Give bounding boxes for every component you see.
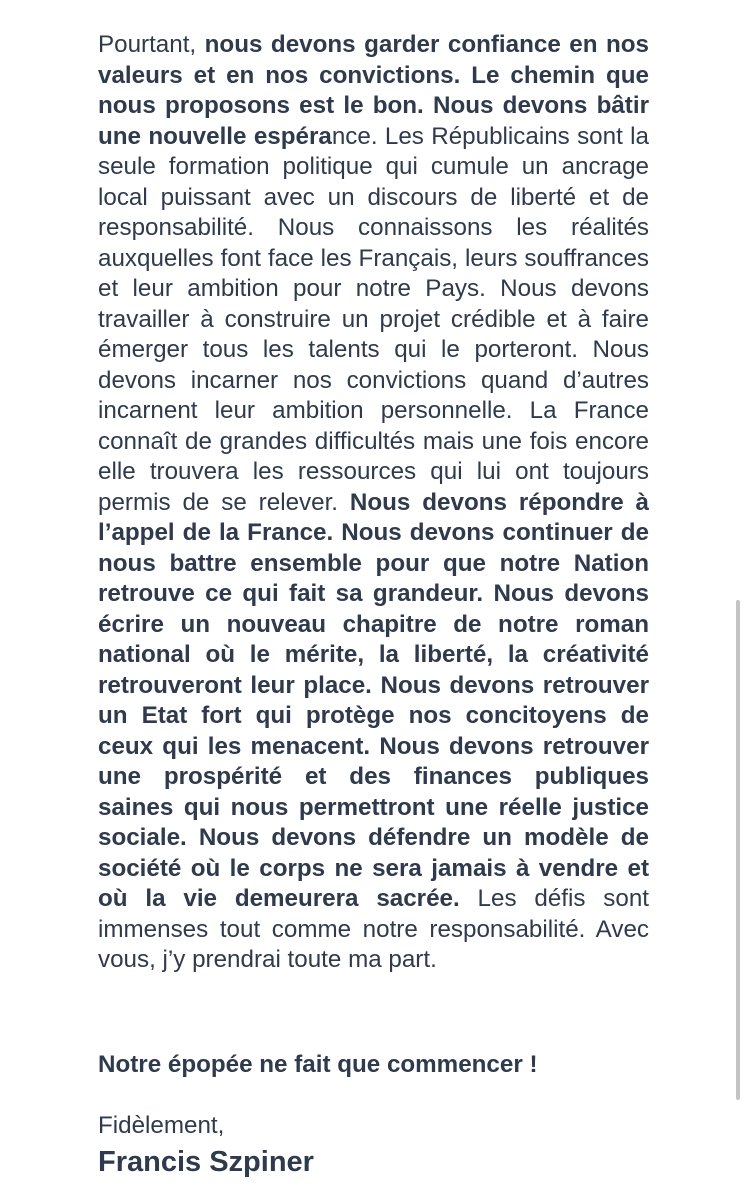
letter-text-segment: nce. Les Républicains sont la seule formation politique qui cumule un ancrage local puissant avec un discours de liberté et de responsabilité. Nous connaissons les réalités auxquelles font face les Français, leurs souffrances et leur ambition pour notre Pays. Nous devons travailler à construire un projet crédible et à faire émerger tous les talents qui le porteront. Nous devons incarner nos convictions quand d’autres incarnent leur ambition personnelle. La France connaît de grandes difficultés mais une fois encore elle trouvera les ressources qui lui ont toujours permis de se relever. xyxy=(98,122,649,516)
letter-body-paragraph xyxy=(98,30,649,976)
salutation: Fidèlement, xyxy=(98,1112,225,1139)
closing-line: Notre épopée ne fait que commencer ! xyxy=(98,1051,538,1078)
scrollbar-thumb[interactable] xyxy=(736,600,740,1100)
letter-text-segment: Pourtant, xyxy=(98,31,205,59)
signature-name: Francis Szpiner xyxy=(98,1146,314,1178)
letter-text-segment: Les défis sont immenses tout comme notre responsabilité. Avec vous, j’y prendrai toute ma part. xyxy=(98,885,649,974)
letter-text-segment-bold: nous devons garder confiance en nos valeurs et en nos convictions. Le chemin que nous proposons est le bon. Nous devons bâtir une nouvelle espéra xyxy=(98,31,649,150)
letter-text-segment-bold: Nous devons répondre à l’appel de la France. Nous devons continuer de nous battre ensemble pour que notre Nation retrouve ce qui fait sa grandeur. Nous devons écrire un nouveau chapitre de notre roman national où le mérite, la liberté, la créativité retrouveront leur place. Nous devons retrouver un Etat fort qui protège nos concitoyens de ceux qui les menacent. Nous devons retrouver une prospérité et des finances publiques saines qui nous permettront une réelle justice sociale. Nous devons défendre un modèle de société où le corps ne sera jamais à vendre et où la vie demeurera sacrée. xyxy=(98,488,649,913)
